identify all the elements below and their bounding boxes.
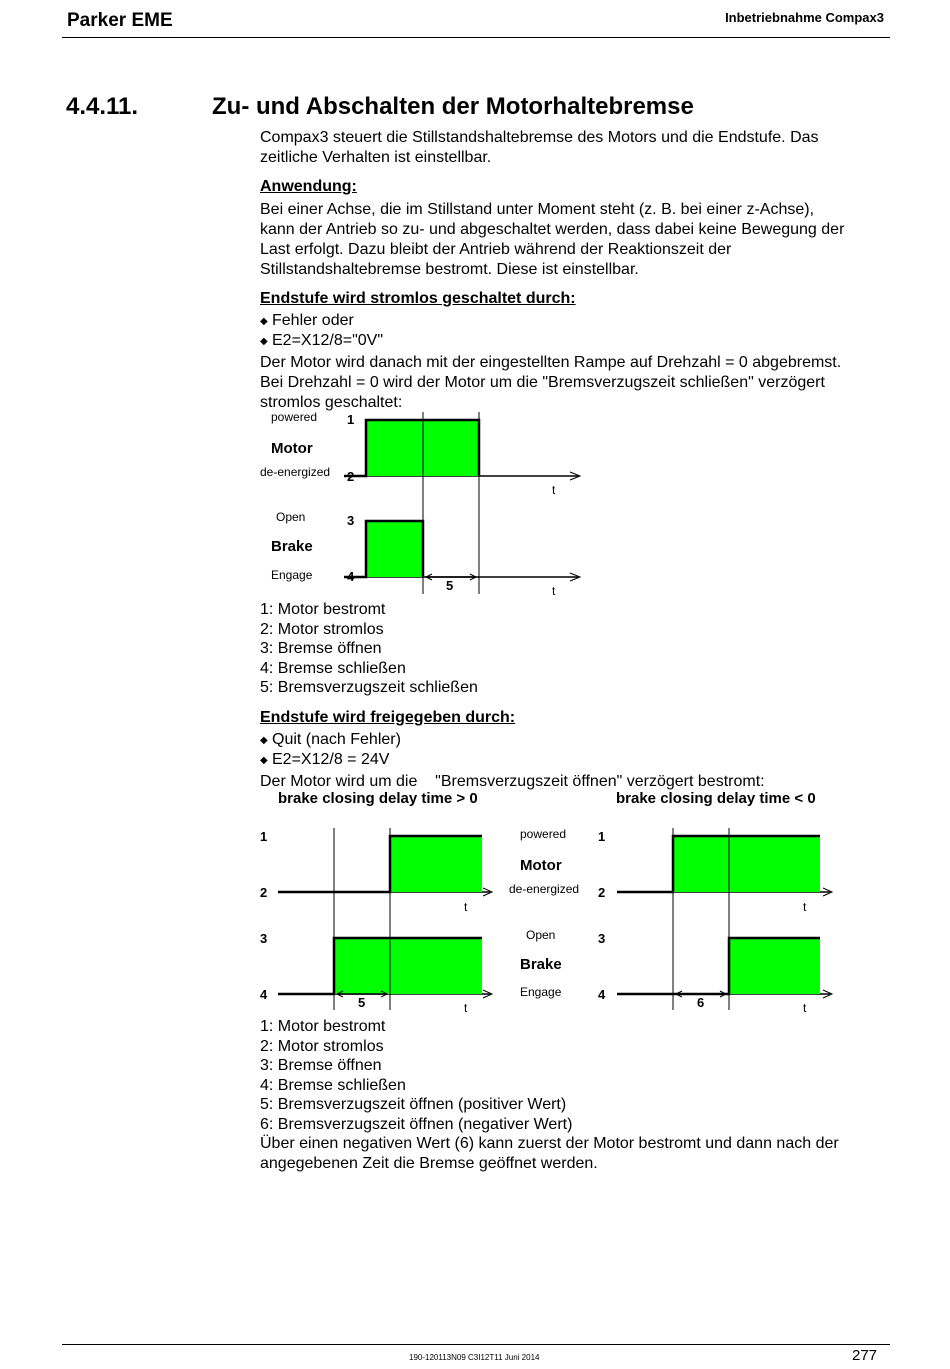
anwendung-line: Last erfolgt. Dazu bleibt der Antrieb während der Reaktionszeit der bbox=[260, 241, 732, 258]
label-deenergized: de-energized bbox=[509, 882, 580, 896]
label-deenergized: de-energized bbox=[260, 465, 331, 479]
label-5: 5 bbox=[358, 995, 366, 1010]
label-1: 1 bbox=[260, 829, 268, 844]
label-3: 3 bbox=[598, 931, 606, 946]
diamond-bullet-icon: ◆ bbox=[260, 735, 268, 746]
label-t: t bbox=[552, 584, 556, 598]
label-5: 5 bbox=[446, 578, 454, 593]
legend-item: 4: Bremse schließen bbox=[260, 1077, 406, 1094]
freigegeben-line: Der Motor wird um die "Bremsverzugszeit öffnen" verzögert bestromt: bbox=[260, 773, 765, 790]
label-motor: Motor bbox=[271, 440, 313, 457]
delay-title-negative: brake closing delay time < 0 bbox=[616, 790, 816, 807]
label-powered: powered bbox=[520, 827, 567, 841]
label-1: 1 bbox=[347, 412, 355, 427]
intro-line: zeitliche Verhalten ist einstellbar. bbox=[260, 149, 492, 166]
label-t: t bbox=[464, 1001, 468, 1015]
label-open: Open bbox=[276, 510, 306, 524]
section-title: Zu- und Abschalten der Motorhaltebremse bbox=[212, 93, 694, 120]
label-2: 2 bbox=[347, 469, 355, 484]
label-t: t bbox=[803, 900, 807, 914]
legend-item: 2: Motor stromlos bbox=[260, 621, 384, 638]
anwendung-line: Stillstandshaltebremse bestromt. Diese ist einstellbar. bbox=[260, 261, 639, 278]
label-2: 2 bbox=[598, 885, 606, 900]
freigegeben-heading: Endstufe wird freigegeben durch: bbox=[260, 709, 516, 726]
label-2: 2 bbox=[260, 885, 268, 900]
header-chapter: Inbetriebnahme Compax3 bbox=[725, 10, 884, 25]
legend-item: 4: Bremse schließen bbox=[260, 660, 406, 677]
closing-line: angegebenen Zeit die Bremse geöffnet werden. bbox=[260, 1155, 598, 1172]
label-3: 3 bbox=[260, 931, 268, 946]
document-code: 190-120113N09 C3I12T11 Juni 2014 bbox=[409, 1353, 540, 1362]
footer-divider bbox=[62, 1344, 890, 1345]
stromlos-line: Bei Drehzahl = 0 wird der Motor um die "Bremsverzugszeit schließen" verzögert bbox=[260, 374, 825, 391]
legend-item: 5: Bremsverzugszeit öffnen (positiver Wert) bbox=[260, 1096, 567, 1113]
label-4: 4 bbox=[260, 987, 268, 1002]
stromlos-heading: Endstufe wird stromlos geschaltet durch: bbox=[260, 290, 576, 307]
label-engage: Engage bbox=[520, 985, 562, 999]
label-t: t bbox=[464, 900, 468, 914]
label-4: 4 bbox=[598, 987, 606, 1002]
diamond-bullet-icon: ◆ bbox=[260, 755, 268, 766]
brand-name: Parker EME bbox=[67, 10, 173, 31]
anwendung-heading: Anwendung: bbox=[260, 178, 357, 195]
legend-item: 2: Motor stromlos bbox=[260, 1038, 384, 1055]
stromlos-line: stromlos geschaltet: bbox=[260, 394, 403, 411]
intro-line: Compax3 steuert die Stillstandshaltebremse des Motors und die Endstufe. Das bbox=[260, 129, 819, 146]
anwendung-line: Bei einer Achse, die im Stillstand unter Moment steht (z. B. bei einer z-Achse), bbox=[260, 201, 815, 218]
bullet-text: Quit (nach Fehler) bbox=[272, 731, 401, 748]
label-engage: Engage bbox=[271, 568, 313, 582]
legend-item: 3: Bremse öffnen bbox=[260, 1057, 382, 1074]
label-brake: Brake bbox=[520, 956, 562, 973]
label-1: 1 bbox=[598, 829, 606, 844]
bullet-text: E2=X12/8 = 24V bbox=[272, 751, 390, 768]
closing-line: Über einen negativen Wert (6) kann zuerst der Motor bestromt und dann nach der bbox=[260, 1135, 839, 1152]
label-open: Open bbox=[526, 928, 556, 942]
delay-title-positive: brake closing delay time > 0 bbox=[278, 790, 478, 807]
label-6: 6 bbox=[697, 995, 705, 1010]
page-number: 277 bbox=[852, 1347, 878, 1364]
legend-item: 6: Bremsverzugszeit öffnen (negativer Wert) bbox=[260, 1116, 573, 1133]
stromlos-line: Der Motor wird danach mit der eingestellten Rampe auf Drehzahl = 0 abgebremst. bbox=[260, 354, 842, 371]
label-brake: Brake bbox=[271, 538, 313, 555]
legend-item: 1: Motor bestromt bbox=[260, 601, 386, 618]
label-powered: powered bbox=[271, 410, 318, 424]
bullet-text: Fehler oder bbox=[272, 312, 354, 329]
motor-powered-area bbox=[673, 836, 820, 892]
label-3: 3 bbox=[347, 513, 355, 528]
legend-item: 3: Bremse öffnen bbox=[260, 640, 382, 657]
legend-item: 1: Motor bestromt bbox=[260, 1018, 386, 1035]
label-4: 4 bbox=[347, 569, 355, 584]
anwendung-line: kann der Antrieb so zu- und abgeschaltet werden, dass dabei keine Bewegung der bbox=[260, 221, 845, 238]
brake-open-area bbox=[334, 938, 482, 994]
section-number: 4.4.11. bbox=[66, 93, 139, 120]
brake-open-area bbox=[729, 938, 820, 994]
label-t: t bbox=[552, 483, 556, 497]
label-motor: Motor bbox=[520, 857, 562, 874]
label-t: t bbox=[803, 1001, 807, 1015]
diamond-bullet-icon: ◆ bbox=[260, 336, 268, 347]
legend-item: 5: Bremsverzugszeit schließen bbox=[260, 679, 478, 696]
motor-powered-area bbox=[390, 836, 482, 892]
bullet-text: E2=X12/8="0V" bbox=[272, 332, 383, 349]
diamond-bullet-icon: ◆ bbox=[260, 316, 268, 327]
